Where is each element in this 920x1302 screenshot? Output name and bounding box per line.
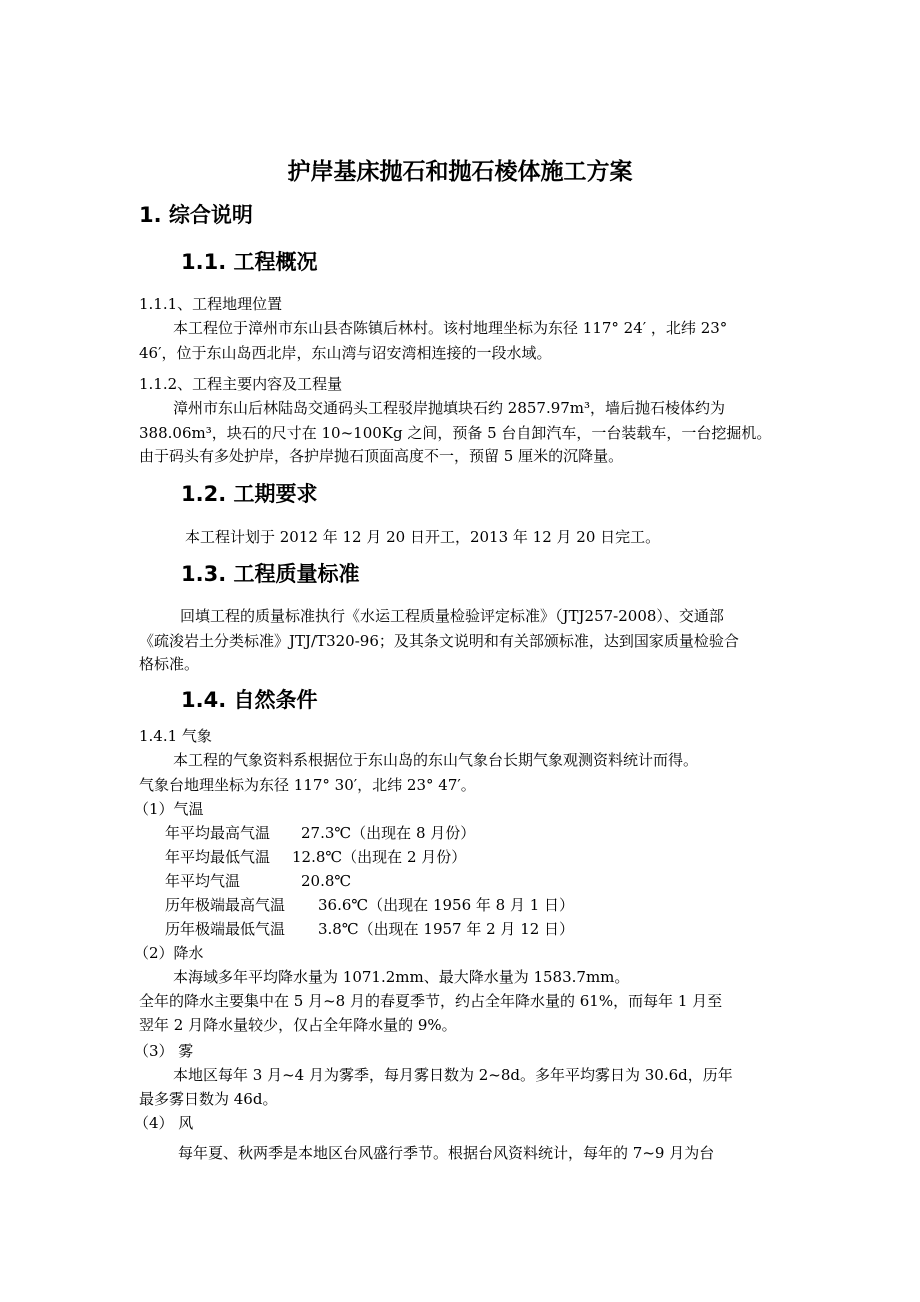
temp-row-label: 年平均气温 bbox=[165, 872, 241, 890]
temp-row-value: 27.3℃（出现在 8 月份） bbox=[301, 824, 476, 842]
section-heading-1-1: 1.1. 工程概况 bbox=[181, 250, 318, 274]
subsection-heading-1-1-1: 1.1.1、工程地理位置 bbox=[139, 295, 283, 313]
paragraph-line: 本工程位于漳州市东山县杏陈镇后林村。该村地理坐标为东径 117° 24′ ，北纬 23° bbox=[173, 319, 728, 337]
paragraph-line: 本地区每年 3 月~4 月为雾季，每月雾日数为 2~8d。多年平均雾日为 30.6d，历年 bbox=[173, 1066, 733, 1084]
section-heading-1: 1. 综合说明 bbox=[139, 203, 253, 227]
paragraph-line: 由于码头有多处护岸，各护岸抛石顶面高度不一，预留 5 厘米的沉降量。 bbox=[139, 447, 624, 465]
wind-heading: （4） 风 bbox=[134, 1114, 194, 1132]
section-heading-1-3: 1.3. 工程质量标准 bbox=[181, 562, 360, 586]
paragraph-line: 388.06m³，块石的尺寸在 10~100Kg 之间，预备 5 台自卸汽车，一台装载车，一台挖掘机。 bbox=[139, 424, 772, 442]
paragraph-line: 46′，位于东山岛西北岸，东山湾与诏安湾相连接的一段水域。 bbox=[139, 344, 552, 362]
paragraph-line: 本工程的气象资料系根据位于东山岛的东山气象台长期气象观测资料统计而得。 bbox=[173, 751, 699, 769]
temp-row-label: 年平均最低气温 bbox=[165, 848, 271, 866]
paragraph-line: 本海域多年平均降水量为 1071.2mm、最大降水量为 1583.7mm。 bbox=[173, 968, 630, 986]
paragraph-line: 本工程计划于 2012 年 12 月 20 日开工，2013 年 12 月 20 日完工。 bbox=[185, 528, 661, 546]
paragraph-line: 翌年 2 月降水量较少，仅占全年降水量的 9%。 bbox=[139, 1016, 457, 1034]
subsection-heading-1-4-1: 1.4.1 气象 bbox=[139, 727, 212, 745]
paragraph-line: 气象台地理坐标为东径 117° 30′，北纬 23° 47′。 bbox=[139, 776, 476, 794]
paragraph-line: 每年夏、秋两季是本地区台风盛行季节。根据台风资料统计，每年的 7~9 月为台 bbox=[178, 1144, 715, 1162]
temp-row-value: 3.8℃（出现在 1957 年 2 月 12 日） bbox=[318, 920, 575, 938]
section-heading-1-4: 1.4. 自然条件 bbox=[181, 688, 318, 712]
temp-row-value: 12.8℃（出现在 2 月份） bbox=[292, 848, 467, 866]
fog-heading: （3） 雾 bbox=[134, 1042, 194, 1060]
temp-row-label: 历年极端最低气温 bbox=[165, 920, 286, 938]
temp-row-label: 年平均最高气温 bbox=[165, 824, 271, 842]
paragraph-line: 《疏浚岩土分类标准》JTJ/T320-96；及其条文说明和有关部颁标准，达到国家质量检验合 bbox=[139, 632, 739, 650]
temp-row-label: 历年极端最高气温 bbox=[165, 896, 286, 914]
paragraph-line: 最多雾日数为 46d。 bbox=[139, 1090, 278, 1108]
precipitation-heading: （2）降水 bbox=[134, 944, 204, 962]
paragraph-line: 回填工程的质量标准执行《水运工程质量检验评定标准》（JTJ257-2008）、交通部 bbox=[180, 607, 724, 625]
temp-row-value: 20.8℃ bbox=[301, 872, 352, 890]
temp-row-value: 36.6℃（出现在 1956 年 8 月 1 日） bbox=[318, 896, 575, 914]
paragraph-line: 格标准。 bbox=[139, 655, 200, 673]
subsection-heading-1-1-2: 1.1.2、工程主要内容及工程量 bbox=[139, 375, 343, 393]
section-heading-1-2: 1.2. 工期要求 bbox=[181, 482, 318, 506]
paragraph-line: 漳州市东山后林陆岛交通码头工程驳岸抛填块石约 2857.97m³，墙后抛石棱体约为 bbox=[173, 399, 726, 417]
paragraph-line: 全年的降水主要集中在 5 月~8 月的春夏季节，约占全年降水量的 61%，而每年 1 月至 bbox=[139, 992, 723, 1010]
temperature-heading: （1）气温 bbox=[134, 800, 204, 818]
document-title: 护岸基床抛石和抛石棱体施工方案 bbox=[287, 159, 633, 185]
